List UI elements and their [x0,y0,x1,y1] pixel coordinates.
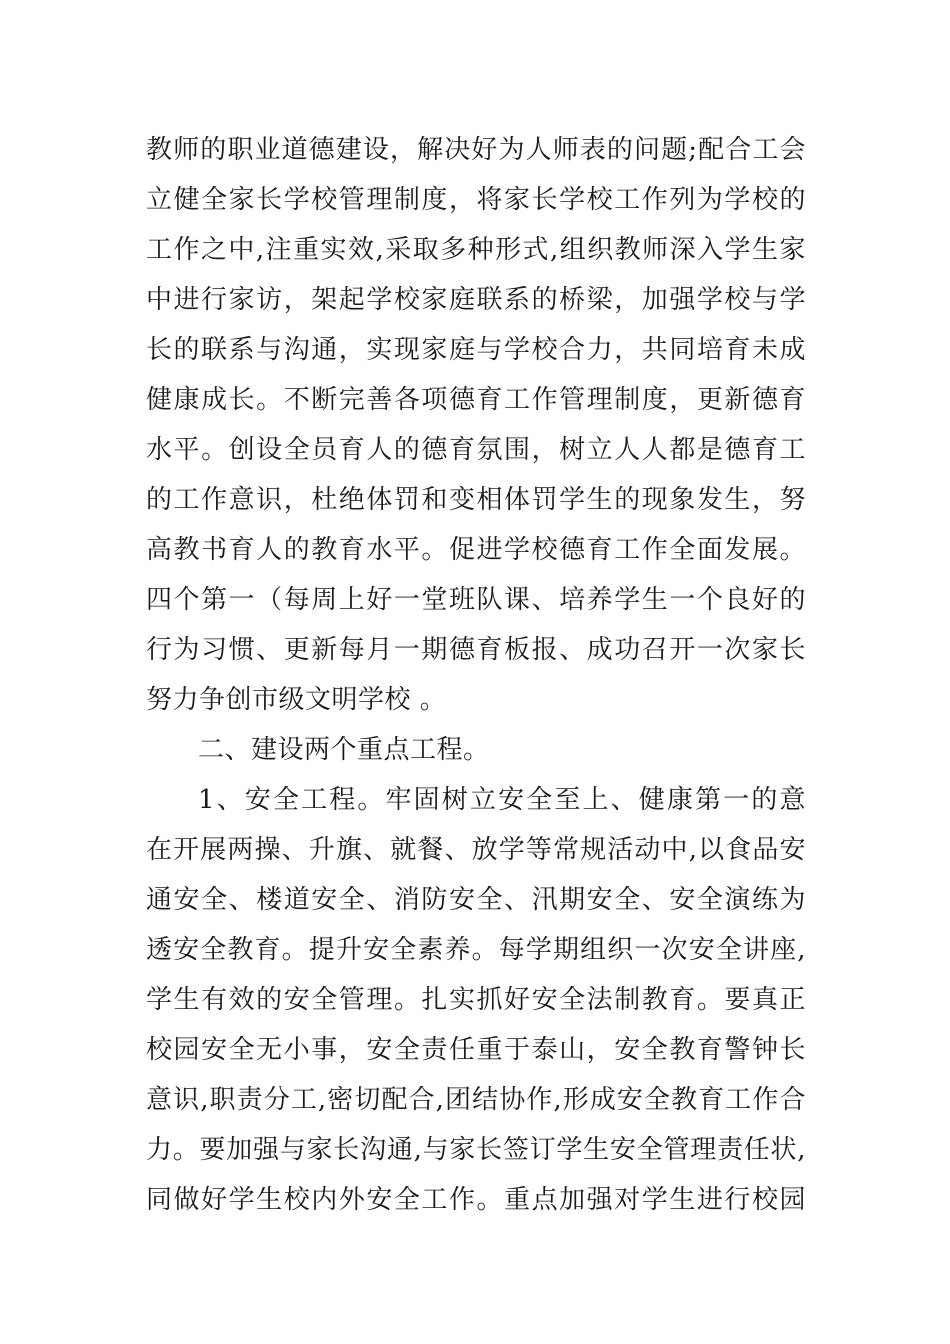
text-line: 水平。创设全员育人的德育氛围，树立人人都是德育工 [146,435,806,465]
text-line: 工作之中,注重实效,采取多种形式,组织教师深入学生家 [146,235,806,265]
text-line: 校园安全无小事，安全责任重于泰山，安全教育警钟长 [146,1035,806,1065]
text-line: 1、安全工程。牢固树立安全至上、健康第一的意 [198,785,806,815]
text-line: 高教书育人的教育水平。促进学校德育工作全面发展。 [146,535,806,565]
text-line: 四个第一（每周上好一堂班队课、培养学生一个良好的 [146,585,806,615]
text-line: 的工作意识，杜绝体罚和变相体罚学生的现象发生，努 [146,485,806,515]
text-line: 学生有效的安全管理。扎实抓好安全法制教育。要真正 [146,985,806,1015]
text-line: 同做好学生校内外安全工作。重点加强对学生进行校园 [146,1185,806,1215]
text-line: 努力争创市级文明学校 。 [146,685,447,715]
text-line: 意识,职责分工,密切配合,团结协作,形成安全教育工作合 [146,1085,806,1115]
text-line: 教师的职业道德建设，解决好为人师表的问题;配合工会 [146,135,806,165]
text-line: 行为习惯、更新每月一期德育板报、成功召开一次家长 [146,635,806,665]
text-line: 通安全、楼道安全、消防安全、汛期安全、安全演练为 [146,885,806,915]
text-line: 健康成长。不断完善各项德育工作管理制度，更新德育 [146,385,806,415]
text-line: 中进行家访，架起学校家庭联系的桥梁，加强学校与学 [146,285,806,315]
text-line: 力。要加强与家长沟通,与家长签订学生安全管理责任状, [146,1135,806,1165]
text-line: 立健全家长学校管理制度，将家长学校工作列为学校的 [146,185,806,215]
section-heading: 二、建设两个重点工程。 [198,735,490,765]
text-line: 在开展两操、升旗、就餐、放学等常规活动中,以食品安 [146,835,806,865]
text-line: 透安全教育。提升安全素养。每学期组织一次安全讲座, [146,935,806,965]
text-line: 长的联系与沟通，实现家庭与学校合力，共同培育未成 [146,335,806,365]
